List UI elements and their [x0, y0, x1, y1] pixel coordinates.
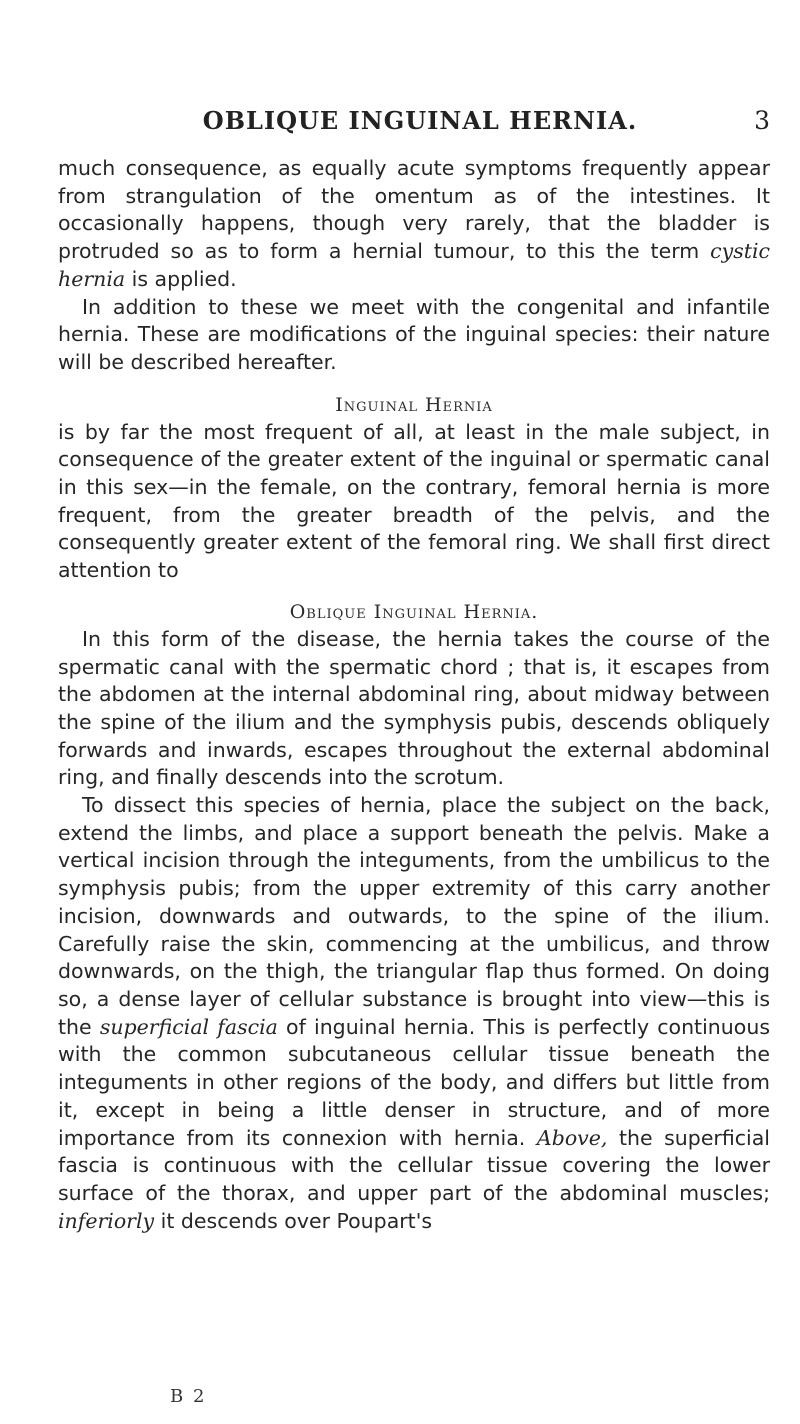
italic-term-above: Above, — [536, 1125, 608, 1150]
body-text — [58, 155, 770, 1235]
paragraph-text: the superficial fascia is continuous with the cellular tissue covering the lower surface of the thorax, and upper part of the abdominal muscles; — [58, 1125, 770, 1205]
section-heading-inguinal-hernia: Inguinal Hernia — [335, 393, 493, 416]
paragraph-text: To dissect this species of hernia, place the subject on the back, extend the limbs, and place a support beneath the pelvis. Make a vertical incision through the integuments, from the umbilicus to the symphysis pubis; from the upper extremity of this carry another incision, downwards and outwards, to the spine of the ilium. Carefully raise the skin, commencing at the umbilicus, and throw downwards, on the thigh, the triangular flap thus formed. On doing so, a dense layer of cellular substance is brought into view—this is the — [58, 793, 770, 1039]
section-heading-oblique-inguinal-hernia: Oblique Inguinal Hernia. — [289, 600, 539, 623]
paragraph-text: it descends over Poupart's — [154, 1208, 433, 1233]
signature-mark: B 2 — [170, 1386, 207, 1407]
italic-term-inferiorly: inferiorly — [58, 1208, 155, 1233]
running-title: OBLIQUE INGUINAL HERNIA. — [202, 106, 638, 135]
paragraph-text: much consequence, as equally acute symptoms frequently appear from strangulation of the omentum as of the intestines. It occasionally happens, though very rarely, that the bladder is protruded so as to form a hernial tumour, to this the term — [58, 156, 770, 264]
page-number: 3 — [754, 106, 770, 135]
paragraph-congenital-hernia: In addition to these we meet with the congenital and infantile hernia. These are modifications of the inguinal species: their nature will be described hereafter. — [58, 294, 770, 374]
paragraph-dissection — [58, 792, 770, 1235]
paragraph-oblique-course: In this form of the disease, the hernia takes the course of the spermatic canal with the spermatic chord ; that is, it escapes from the abdomen at the internal abdominal ring, about midway between the spine of the ilium and the symphysis pubis, descends obliquely forwards and inwards, escapes throughout the external abdominal ring, and finally descends into the scrotum. — [58, 626, 770, 790]
paragraph-text: of inguinal hernia. This is perfectly continuous with the common subcutaneous cellular tissue beneath the integuments in other regions of the body, and differs but little from it, except in being a little denser in structure, and of more importance from its connexion with hernia. — [58, 1014, 770, 1150]
paragraph-text: is applied. — [125, 266, 237, 291]
running-head — [70, 106, 770, 146]
italic-term-superficial-fascia: superficial fascia — [99, 1014, 278, 1039]
paragraph-inguinal-frequency: is by far the most frequent of all, at least in the male subject, in consequence of the greater extent of the inguinal or spermatic canal in this sex—in the female, on the contrary, femoral hernia is more frequent, from the greater breadth of the pelvis, and the consequently greater extent of the femoral ring. We shall first direct attention to — [58, 419, 770, 583]
paragraph-cystic-hernia — [58, 155, 770, 294]
italic-term-cystic-hernia: cystic hernia — [58, 239, 770, 291]
